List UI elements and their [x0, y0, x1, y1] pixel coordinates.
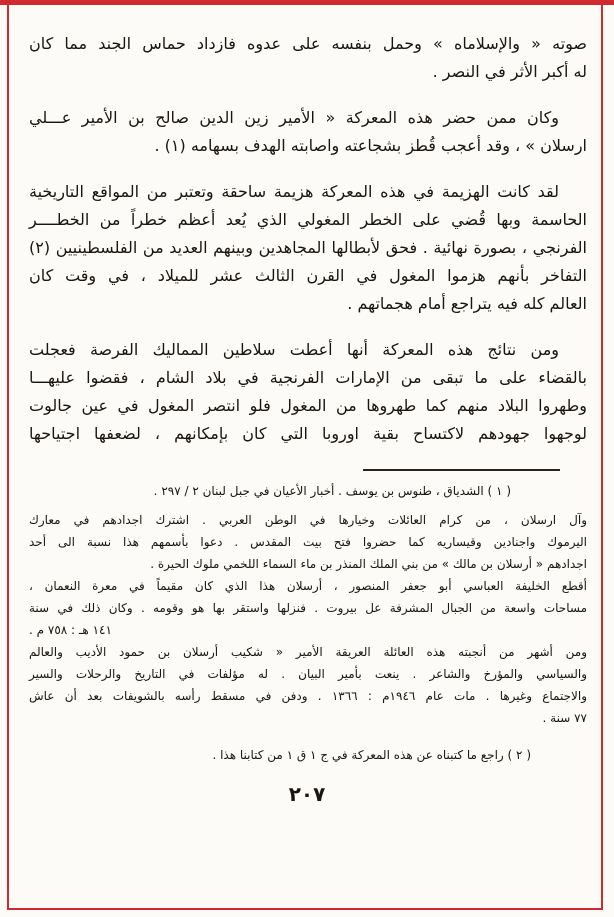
text-line: أقطع الخليفة العباسي أبو جعفر المنصور ، أرسلان هذا الذي كان مقيماً في معرة النعمان ، [29, 579, 587, 593]
footnote-separator-rule [363, 469, 560, 471]
text-line: الفرنجي ، بصورة نهائية . فحق لأبطالها المجاهدين وبينهم العديد من الفلسطينيين (٢) [29, 238, 587, 257]
scan-frame-bottom-border [7, 908, 603, 910]
scan-frame-top-border [0, 0, 614, 5]
text-line: اليرموك واجنادين وقيساريه كما حضروا فتح بيت المقدس . دعوا بأسمهم هذا نسبة الى أحد [29, 535, 587, 549]
text-line: له أكبر الأثر في النصر . [432, 62, 587, 81]
footnote-1-shakib-paragraph [29, 641, 587, 729]
text-line: صوته « والإسلاماه » وحمل بنفسه على عدوه فازداد حماس الجند مما كان [29, 34, 587, 53]
text-line: ٧٧ سنة . [542, 711, 587, 725]
footnotes-section [29, 480, 587, 766]
scan-frame-right-border [601, 0, 603, 910]
body-paragraph-3 [29, 178, 587, 318]
body-text [29, 30, 587, 466]
text-line: وكان ممن حضر هذه المعركة « الأمير زين الدين صالح بن الأمير عـــلي [29, 108, 559, 127]
footnote-1-family-paragraph [29, 509, 587, 575]
text-line: والسياسي والمؤرخ والشاعر . ينعت بأمير البيان . له مؤلفات في التاريخ والرحلات والسير [29, 667, 587, 681]
text-line: الحاسمة وبها قُضي على الخطر المغولي الذي يُعد أعظم خطراً من الخطــــر [29, 210, 587, 229]
footnote-1-source-line: ( ١ ) الشدياق ، طنوس بن يوسف . أخبار الأعيان في جبل لبنان ٢ / ٢٩٧ . [153, 484, 511, 498]
text-line: مساحات واسعة من الجبال المشرفة عل بيروت . فنزلها واستقر بها هو وقومه . وكان ذلك في سنة [29, 601, 587, 615]
text-line: اجدادهم « أرسلان بن مالك » من بني الملك المنذر بن ماء السماء اللخمي ملوك الحيرة . [150, 557, 587, 571]
text-line: ومن نتائج هذه المعركة أنها أعطت سلاطين المماليك الفرصة فعجلت [29, 340, 559, 359]
body-paragraph-4 [29, 336, 587, 448]
page-number: ٢٠٧ [288, 782, 326, 806]
text-line: التفاخر بأنهم هزموا المغول في القرن الثالث عشر للميلاد ، في وقت كان [29, 266, 587, 285]
text-line: ١٤١ هـ : ٧٥٨ م . [29, 623, 112, 637]
text-line: العالم كله فيه يتراجع أمام هجماتهم . [347, 294, 587, 313]
text-line: ارسلان » ، وقد أعجب قُطز بشجاعته واصابته الهدف بسهامه (١) . [154, 136, 587, 155]
text-line: لوجهوا جهودهم لاكتساح بقية اوروبا التي كان بإمكانهم ، لضعفها اجتياحها [29, 424, 587, 443]
scan-frame-left-border [7, 0, 9, 910]
body-paragraph-2 [29, 104, 587, 160]
text-line: بالقضاء على ما تبقى من الإمارات الفرنجية في بلاد الشام ، فقضوا عليهـــا [29, 368, 587, 387]
footnote-2-line: ( ٢ ) راجع ما كتبناه عن هذه المعركة في ج ١ ق ١ من كتابنا هذا . [212, 748, 531, 762]
text-line: وطهروا البلاد منهم كما طهروها من المغول فلو انتصر المغول في عين جالوت [29, 396, 587, 415]
text-line: لقد كانت الهزيمة في هذه المعركة هزيمة ساحقة وتعتبر من المواقع التاريخية [29, 182, 559, 201]
text-line: وآل ارسلان ، من كرام العائلات وخيارها في الوطن العربي . اشترك اجدادهم في معارك [29, 513, 587, 527]
footnote-1-mansur-paragraph [29, 575, 587, 641]
body-paragraph-1 [29, 30, 587, 86]
text-line: ومن أشهر من أنجبته هذه العائلة العريقة الأمير « شكيب أرسلان بن حمود الأديب والعالم [29, 645, 587, 659]
text-line: والاجتماع وغيرها . مات عام ١٩٤٦م : ١٣٦٦ . ودفن في مسقط رأسه بالشويفات بعد أن عاش [29, 689, 587, 703]
